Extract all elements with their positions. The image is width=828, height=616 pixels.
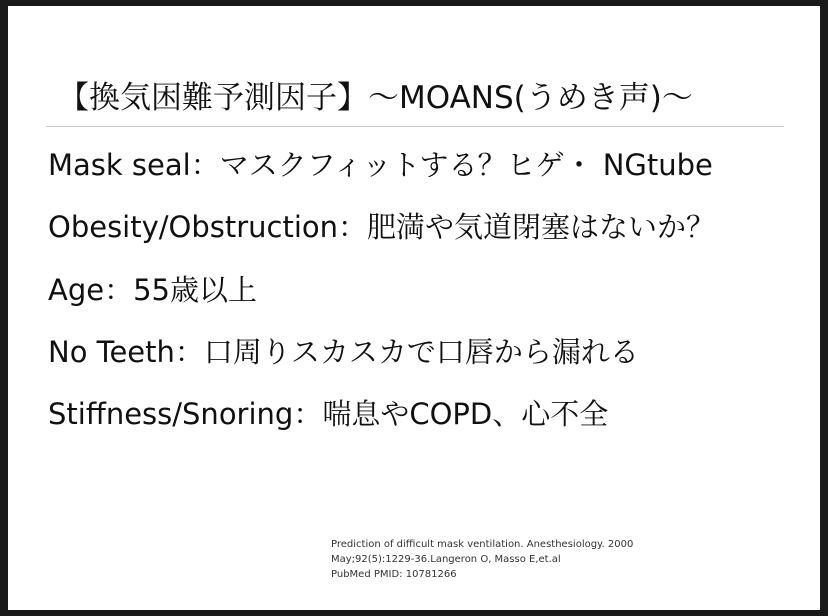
list-item-obesity-obstruction: Obesity/Obstruction：肥満や気道閉塞はないか？ bbox=[48, 210, 716, 244]
slide bbox=[8, 6, 820, 610]
citation-line: PubMed PMID: 10781266 bbox=[331, 569, 457, 580]
list-item-stiffness-snoring: Stiffness/Snoring：喘息やCOPD、心不全 bbox=[48, 397, 609, 431]
list-item-age: Age：55歳以上 bbox=[48, 273, 257, 307]
citation-line: Prediction of difficult mask ventilation. Anesthesiology. 2000 bbox=[331, 539, 634, 550]
list-item-mask-seal: Mask seal：マスクフィットする？ヒゲ・ NGtube bbox=[48, 148, 713, 182]
title-divider bbox=[46, 126, 784, 127]
list-item-no-teeth: No Teeth：口周りスカスカで口唇から漏れる bbox=[48, 335, 639, 369]
citation bbox=[331, 537, 633, 582]
citation-line: May;92(5):1229-36.Langeron O, Masso E,et.al bbox=[331, 554, 561, 565]
slide-title: 【換気困難予測因子】〜MOANS(うめき声)〜 bbox=[58, 80, 693, 116]
